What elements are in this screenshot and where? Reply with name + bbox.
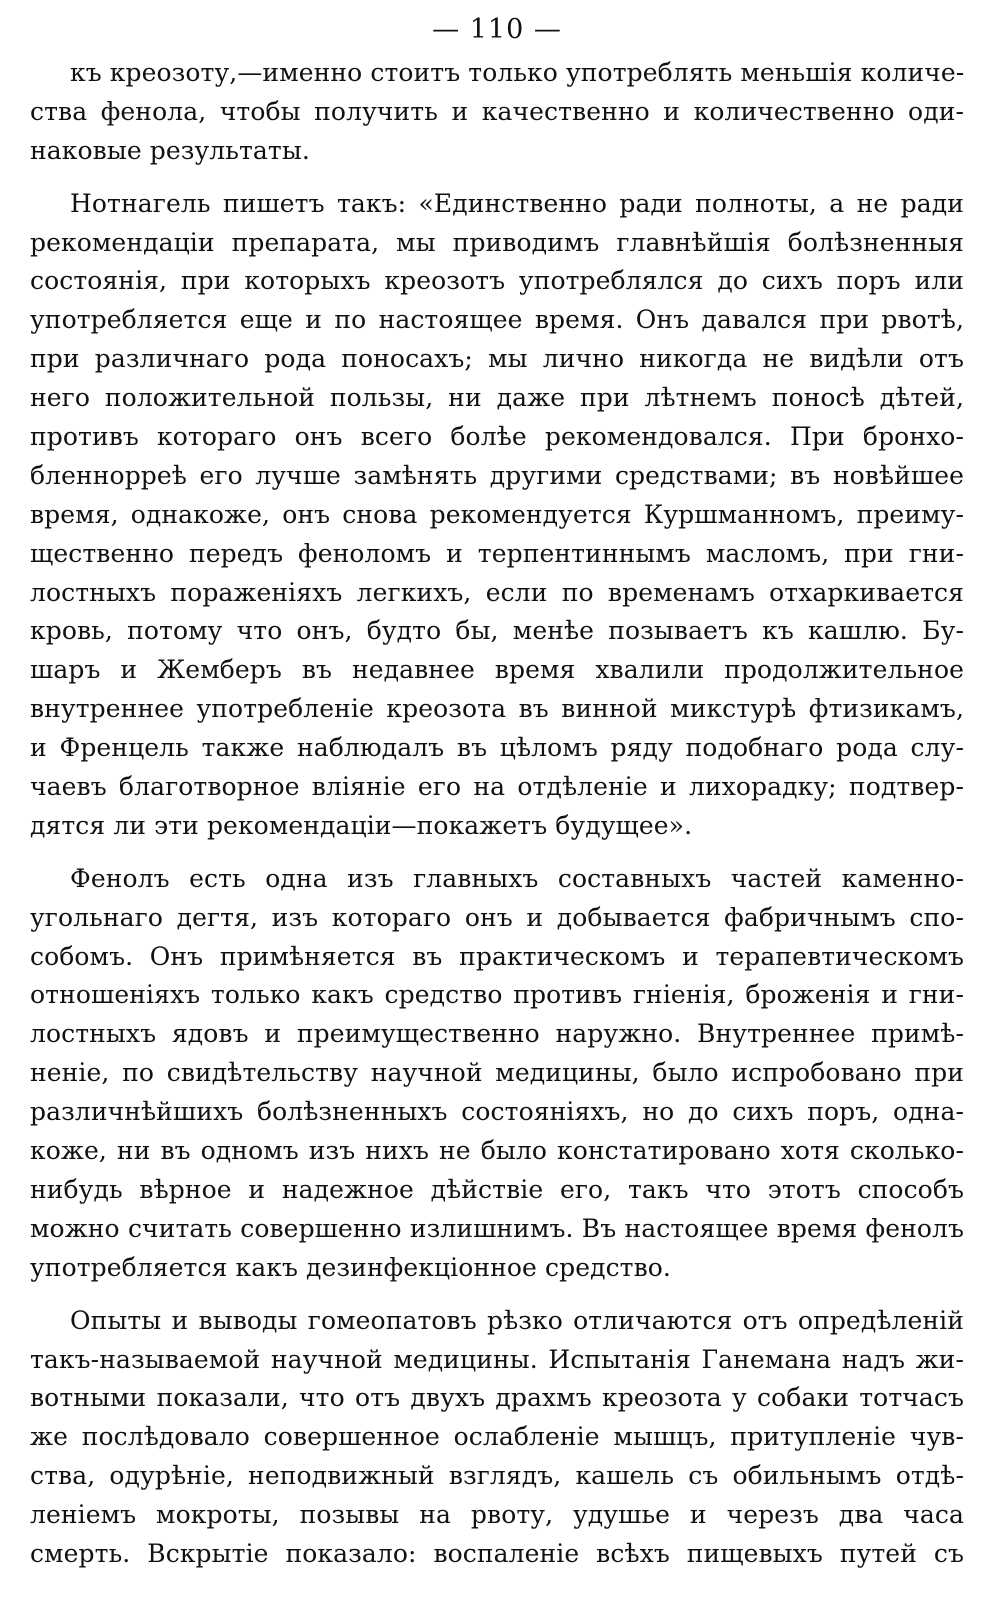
text-line: время, однакоже, онъ снова рекомендуется Куршманномъ, преиму- [30, 499, 964, 529]
text-line: бленноррeѣ его лучше замѣнять другими средствами; въ новѣйшее [30, 460, 964, 490]
text-line: кровь, потому что онъ, будто бы, менѣе позываетъ къ кашлю. Бу- [30, 616, 964, 646]
book-page [30, 8, 964, 1588]
text-line: лостныхъ ядовъ и преимущественно наружно. Внутреннее примѣ- [30, 1019, 964, 1049]
text-line: шаръ и Жемберъ въ недавнее время хвалили продолжительное [30, 655, 964, 685]
text-line: леніемъ мокроты, позывы на рвоту, удушье и черезъ два часа [30, 1500, 964, 1530]
text-line: наковые результаты. [30, 135, 310, 165]
text-line: къ креозоту,—именно стоитъ только употреблять меньшія количе- [70, 58, 964, 87]
text-line: щественно передъ феноломъ и терпентиннымъ масломъ, при гни- [30, 538, 964, 568]
text-line: такъ-называемой научной медицины. Испытанія Ганемана надъ жи- [30, 1344, 964, 1374]
text-line: отношеніяхъ только какъ средство противъ гніенія, броженія и гни- [30, 980, 964, 1010]
text-line: состоянія, при которыхъ креозотъ употреблялся до сихъ поръ или [30, 266, 964, 296]
text-line: дятся ли эти рекомендаціи—покажетъ будущее». [30, 810, 693, 840]
text-line: угольнаго дегтя, изъ котораго онъ и добывается фабричнымъ спо- [30, 902, 964, 932]
text-line: Фенолъ есть одна изъ главныхъ составныхъ частей каменно- [70, 863, 964, 893]
text-line: лостныхъ пораженіяхъ легкихъ, если по временамъ отхаркивается [30, 577, 964, 607]
page-number: — 110 — [432, 14, 562, 45]
page-body [30, 54, 964, 1574]
text-line: употребляется еще и по настоящее время. Онъ давался при рвотѣ, [30, 305, 964, 335]
text-line: употребляется какъ дезинфекціонное средство. [30, 1252, 671, 1282]
text-line: смерть. Вскрытіе показало: воспаленіе всѣхъ пищевыхъ путей съ [30, 1538, 964, 1568]
text-line: коже, ни въ одномъ изъ нихъ не было констатировано хотя сколько- [30, 1136, 964, 1166]
text-line: различнѣйшихъ болѣзненныхъ состояніяхъ, но до сихъ поръ, одна- [30, 1097, 964, 1127]
text-line: вотными показали, что отъ двухъ драхмъ креозота у собаки тотчасъ [30, 1383, 964, 1413]
text-line: чаевъ благотворное вліяніе его на отдѣленіе и лихорадку; подтвер- [30, 772, 964, 802]
text-line: него положительной пользы, ни даже при лѣтнемъ поносѣ дѣтей, [30, 383, 964, 413]
paragraph [30, 1302, 964, 1574]
paragraph [30, 185, 964, 846]
paragraph [30, 860, 964, 1288]
text-line: внутреннее употребленіе креозота въ винной микстурѣ фтизикамъ, [30, 694, 964, 724]
text-line: собомъ. Онъ примѣняется въ практическомъ и терапевтическомъ [30, 941, 964, 971]
text-line: Нотнагель пишетъ такъ: «Единственно ради полноты, а не ради [70, 188, 964, 218]
text-line: противъ котораго онъ всего болѣе рекомендовался. При бронхо- [30, 422, 964, 452]
text-line: и Френцель также наблюдалъ въ цѣломъ ряду подобнаго рода слу- [30, 733, 964, 763]
text-line: Опыты и выводы гомеопатовъ рѣзко отличаются отъ опредѣленій [70, 1305, 964, 1335]
text-line: рекомендаціи препарата, мы приводимъ главнѣйшія болѣзненныя [30, 227, 964, 257]
text-line: неніе, по свидѣтельству научной медицины, было испробовано при [30, 1058, 964, 1088]
text-line: же послѣдовало совершенное ослабленіе мышцъ, притупленіе чув- [30, 1422, 964, 1452]
text-line: ства, одурѣніе, неподвижный взглядъ, кашель съ обильнымъ отдѣ- [30, 1461, 964, 1491]
text-line: ства фенола, чтобы получить и качественно и количественно оди- [30, 96, 964, 126]
text-line: при различнаго рода поносахъ; мы лично никогда не видѣли отъ [30, 344, 964, 374]
text-line: нибудь вѣрное и надежное дѣйствіе его, такъ что этотъ способъ [30, 1174, 964, 1204]
paragraph [30, 54, 964, 171]
text-line: можно считать совершенно излишнимъ. Въ настоящее время фенолъ [30, 1213, 964, 1243]
